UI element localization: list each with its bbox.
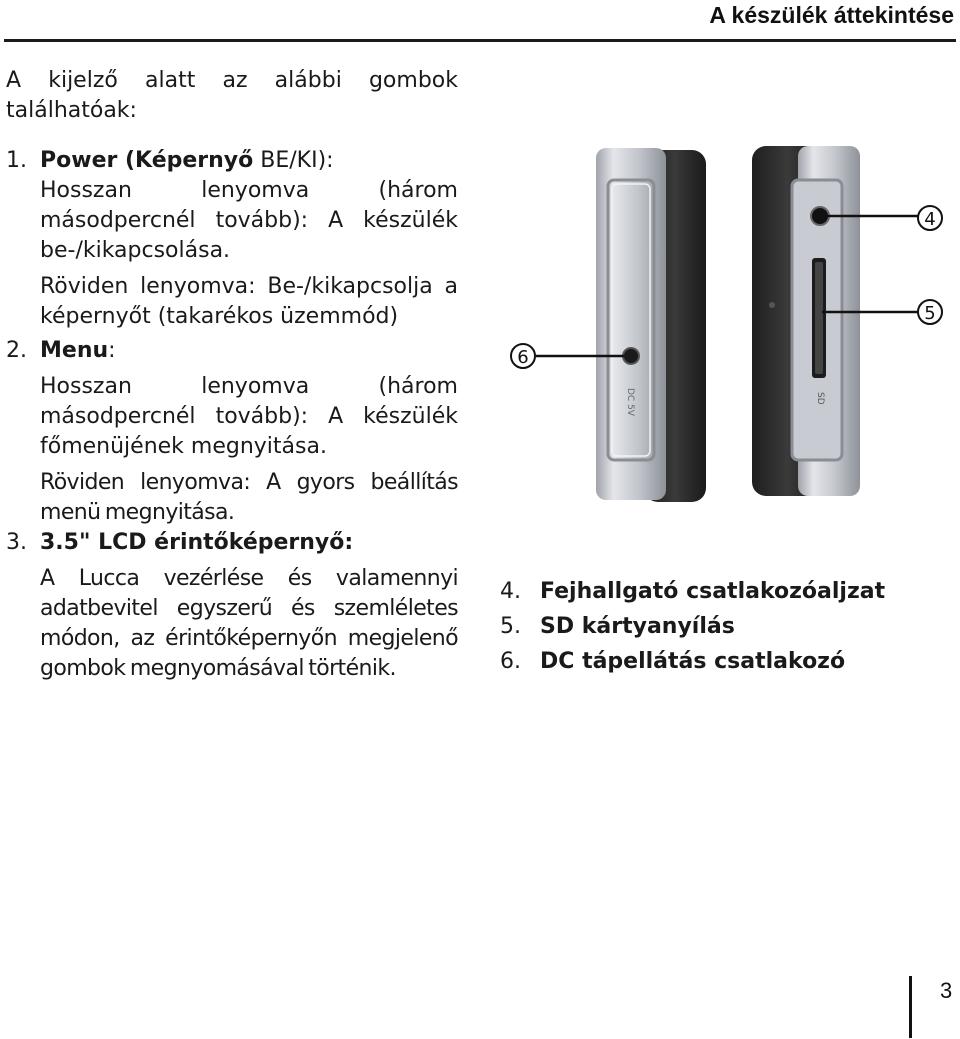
- device-side-views-figure: [500, 140, 960, 510]
- item-content: [40, 528, 458, 684]
- page-header-title: A készülék áttekintése: [709, 2, 954, 28]
- item-number: 1.: [6, 148, 27, 173]
- item-title: [40, 528, 458, 558]
- list-item-1: [6, 146, 458, 332]
- svg-text:DC 5V: DC 5V: [625, 388, 635, 416]
- item-paragraph: A Lucca vezérlése és valamennyi adatbevitel egyszerű és szemléletes módon, az érintőképernyőn megjelenő gombok megnyomásával történik.: [40, 566, 458, 681]
- item-title: [40, 146, 458, 176]
- item-title-bold: Power (Képernyő: [40, 148, 254, 173]
- callout-label: 6: [517, 347, 529, 368]
- svg-text:SD: SD: [815, 392, 825, 405]
- left-column: [6, 66, 458, 684]
- item-title-rest: :: [108, 338, 116, 363]
- legend-label: DC tápellátás csatlakozó: [540, 649, 846, 674]
- device-left-side: [596, 148, 706, 502]
- item-number: 3.: [6, 530, 27, 555]
- legend-item: [500, 609, 940, 644]
- page-number-rule: [909, 976, 912, 1038]
- legend-item: [500, 574, 940, 609]
- item-content: [40, 146, 458, 332]
- legend-number: 4.: [500, 579, 521, 604]
- intro-text: A kijelző alatt az alábbi gombok találhatóak:: [6, 68, 458, 123]
- item-title-bold: 3.5" LCD érintőképernyő:: [40, 530, 354, 555]
- item-paragraph: Röviden lenyomva: A gyors beállítás menü megnyitása.: [40, 470, 458, 525]
- item-paragraph: Hosszan lenyomva (három másodpercnél tovább): A készülék be-/kikapcsolása.: [40, 178, 458, 263]
- item-number: 2.: [6, 338, 27, 363]
- legend-number: 6.: [500, 649, 521, 674]
- page-number: 3: [940, 978, 953, 1003]
- device-right-side: [752, 146, 860, 496]
- callout-label: 5: [924, 303, 936, 324]
- callout-label: 4: [924, 209, 936, 230]
- legend-label: SD kártyanyílás: [540, 614, 735, 639]
- list-item-2: [6, 336, 458, 528]
- legend-number: 5.: [500, 614, 521, 639]
- item-paragraph: Röviden lenyomva: Be-/kikapcsolja a képernyőt (takarékos üzemmód): [40, 274, 458, 329]
- header-rule: [4, 39, 956, 42]
- list-item-3: [6, 528, 458, 684]
- item-title: [40, 336, 458, 366]
- item-paragraph: Hosszan lenyomva (három másodpercnél tovább): A készülék főmenüjének megnyitása.: [40, 374, 458, 459]
- legend-label: Fejhallgató csatlakozóaljzat: [540, 579, 886, 604]
- item-content: [40, 336, 458, 528]
- item-title-bold: Menu: [40, 338, 109, 363]
- device-illustration: [500, 140, 960, 510]
- item-title-rest: BE/KI):: [253, 148, 334, 173]
- connector-legend: [500, 574, 940, 679]
- legend-item: [500, 644, 940, 679]
